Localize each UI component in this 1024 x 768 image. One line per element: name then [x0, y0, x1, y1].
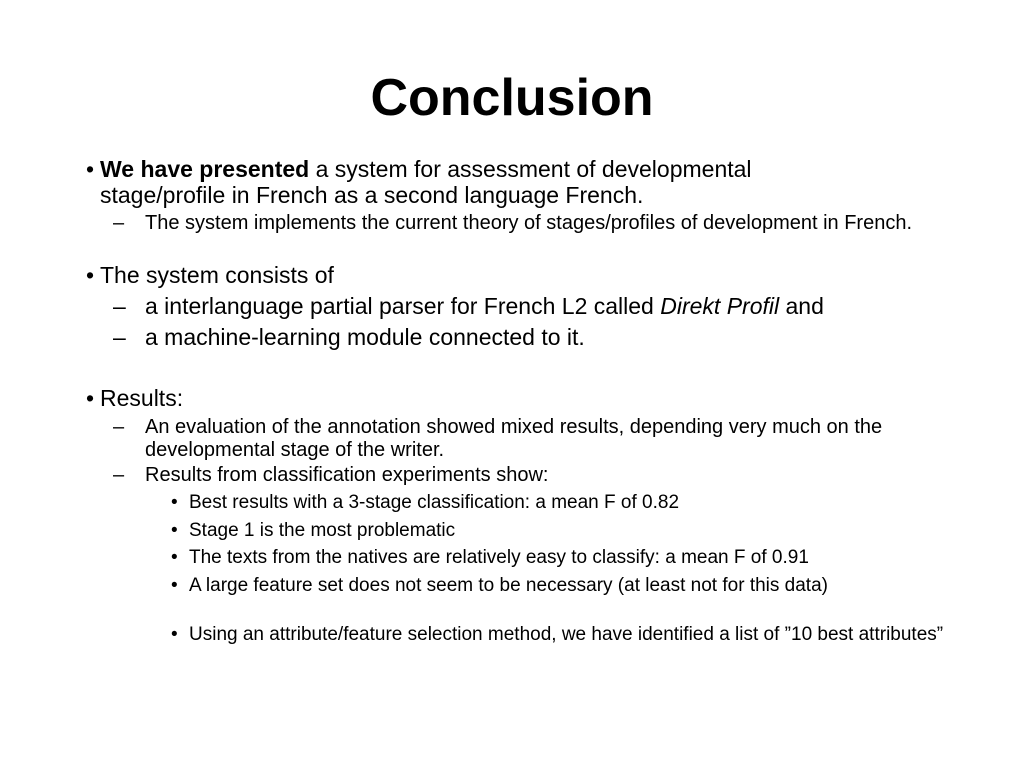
bold-phrase: We have presented — [100, 156, 310, 182]
dash-marker: – — [113, 293, 126, 319]
italic-name: Direkt Profil — [660, 293, 780, 319]
dash-marker: – — [113, 324, 126, 350]
bullet-marker: • — [171, 547, 178, 568]
bullet-text — [100, 156, 860, 208]
result-item-text: The texts from the natives are relatively easy to classify: a mean F of 0.91 — [189, 547, 809, 568]
bullet-marker: • — [171, 575, 178, 596]
bullet-marker: • — [86, 156, 95, 182]
subbullet-text: a machine-learning module connected to it. — [145, 324, 585, 350]
subbullet-text: The system implements the current theory of stages/profiles of development in French. — [145, 212, 913, 234]
bullet-marker: • — [86, 385, 95, 411]
dash-marker: – — [113, 212, 125, 234]
bullet-marker: • — [171, 492, 178, 513]
subbullet-text: Results from classification experiments show: — [145, 464, 549, 486]
result-item-text: Stage 1 is the most problematic — [189, 520, 456, 541]
result-item-text: Best results with a 3-stage classification: a mean F of 0.82 — [189, 492, 680, 513]
bullet-marker: • — [86, 262, 95, 288]
dash-marker: – — [113, 464, 125, 486]
subbullet-text-after: and — [779, 293, 824, 319]
slide-title: Conclusion — [370, 69, 654, 127]
bullet-marker: • — [171, 624, 178, 645]
bullet-text: The system consists of — [100, 262, 334, 288]
bullet-text-rest: a system for assessment of developmental stage/profile in French as a second language French. — [100, 156, 752, 208]
subbullet-text — [145, 293, 965, 320]
result-item-text: A large feature set does not seem to be necessary (at least not for this data) — [189, 575, 828, 596]
subbullet-text-before: a interlanguage partial parser for French L2 called — [145, 293, 661, 319]
subbullet-text: An evaluation of the annotation showed mixed results, depending very much on the developmental stage of the writer. — [145, 416, 883, 461]
bullet-text: Results: — [100, 385, 184, 411]
result-item-text: Using an attribute/feature selection method, we have identified a list of ”10 best attributes” — [189, 624, 944, 645]
bullet-marker: • — [171, 520, 178, 541]
dash-marker: – — [113, 416, 125, 438]
